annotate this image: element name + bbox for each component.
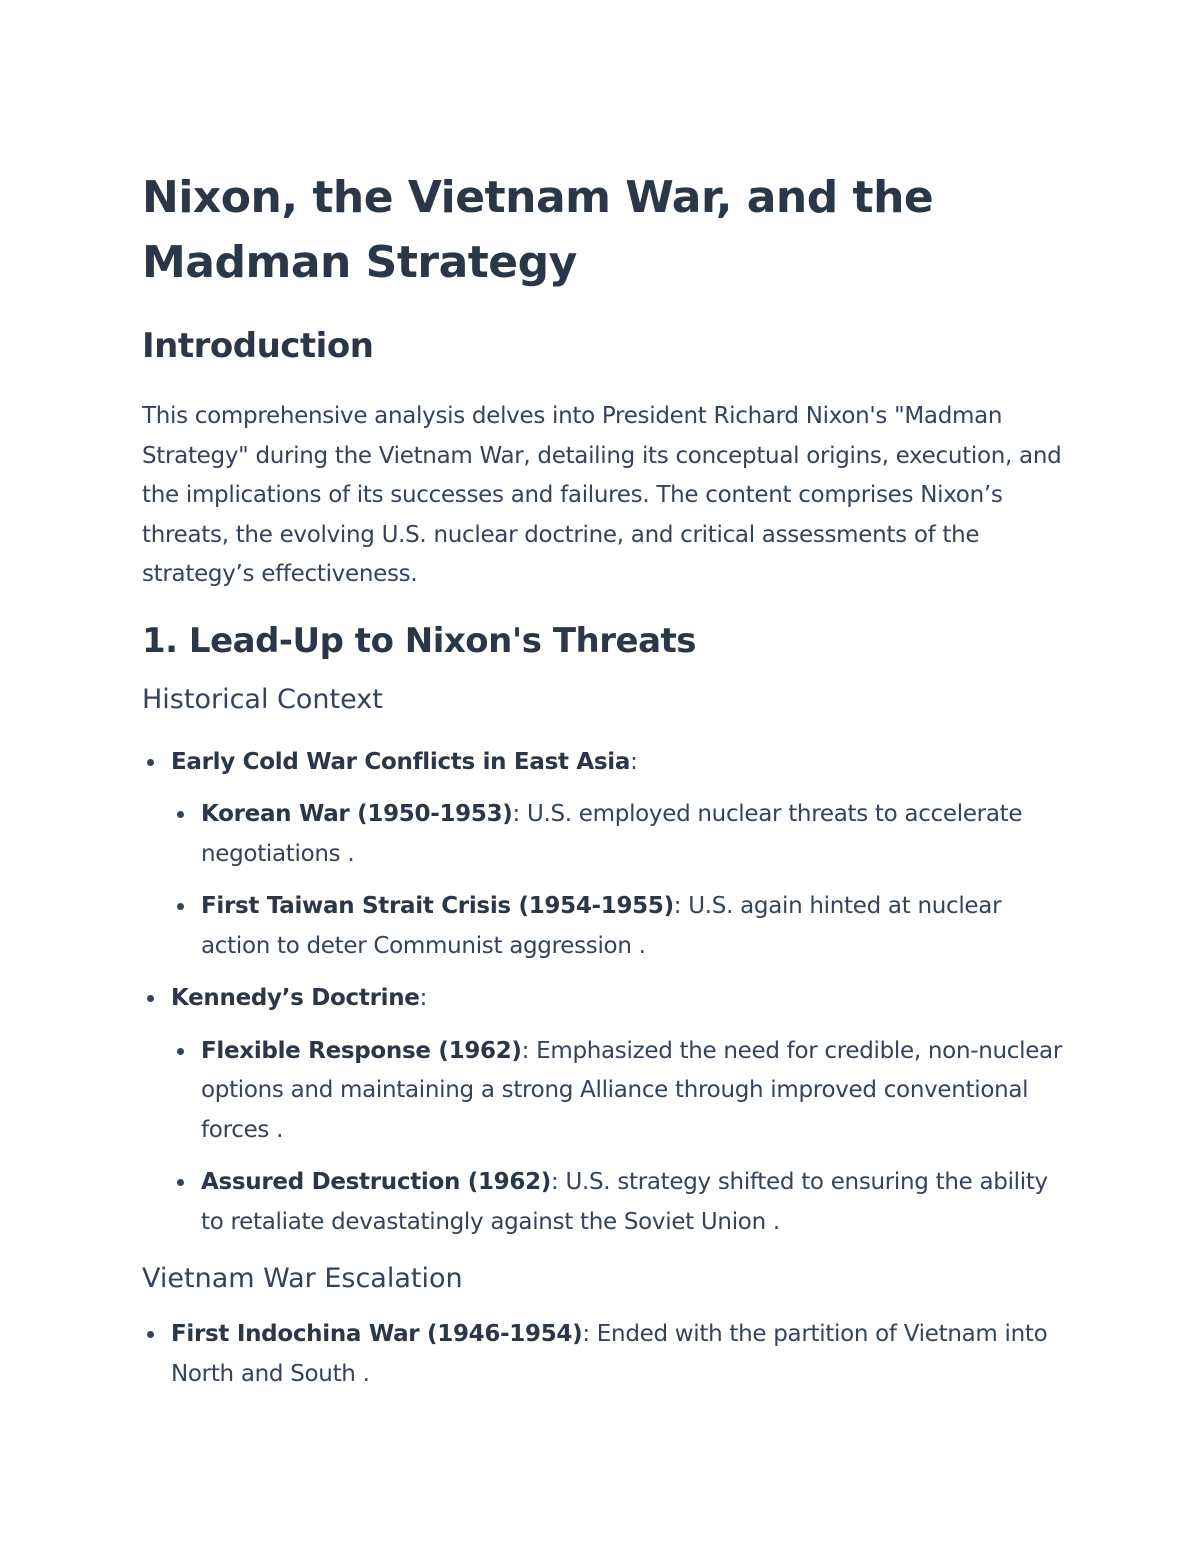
list-item-text: : <box>419 985 428 1011</box>
document-page <box>142 165 1072 1394</box>
list-item-first-indochina-war <box>171 1315 1072 1394</box>
list-item-text: : Emphasized the need for credible, non-nuclear options and maintaining a strong Alliance through improved conventional forces . <box>201 1037 1063 1143</box>
list-item-text: : U.S. employed nuclear threats to accelerate negotiations . <box>201 801 1023 867</box>
list-item-text: : <box>630 748 638 775</box>
list-item-label: Kennedy’s Doctrine <box>171 985 420 1011</box>
section-1-heading: 1. Lead-Up to Nixon's Threats <box>142 620 697 661</box>
sub-list <box>171 1032 1072 1243</box>
list-item-label: Early Cold War Conflicts in East Asia <box>171 748 631 775</box>
list-item-kennedy-doctrine <box>171 979 1072 1242</box>
list-item-label: First Indochina War (1946-1954) <box>171 1321 583 1347</box>
sub-list <box>171 795 1072 966</box>
list-item-text: : Ended with the partition of Vietnam into North and South . <box>171 1321 1048 1387</box>
intro-heading: Introduction <box>142 326 374 366</box>
vietnam-escalation-list <box>142 1315 1072 1394</box>
list-item-assured-destruction <box>201 1163 1072 1242</box>
list-item-taiwan-strait <box>201 887 1072 966</box>
list-item-label: Korean War (1950-1953) <box>201 801 513 827</box>
list-item-korean-war <box>201 795 1072 874</box>
vietnam-escalation-heading: Vietnam War Escalation <box>142 1263 463 1294</box>
list-item-flexible-response <box>201 1032 1072 1151</box>
historical-context-heading: Historical Context <box>142 683 383 715</box>
list-item-label: Assured Destruction (1962) <box>201 1169 551 1195</box>
intro-paragraph: This comprehensive analysis delves into President Richard Nixon's "Madman Strategy" during the Vietnam War, detailing its conceptual origins, execution, and the implications of its successes and failures. The content comprises Nixon’s threats, the evolving U.S. nuclear doctrine, and critical assessments of the strategy’s effectiveness. <box>142 403 1062 587</box>
document-title: Nixon, the Vietnam War, and the Madman Strategy <box>142 172 934 288</box>
list-item-text: : U.S. again hinted at nuclear action to deter Communist aggression . <box>201 893 1002 959</box>
list-item-label: First Taiwan Strait Crisis (1954-1955) <box>201 893 674 919</box>
list-item-label: Flexible Response (1962) <box>201 1037 522 1064</box>
list-item-text: : U.S. strategy shifted to ensuring the ability to retaliate devastatingly against the Soviet Union . <box>201 1169 1048 1235</box>
list-item-early-cold-war <box>171 743 1072 967</box>
historical-context-list <box>142 743 1072 1243</box>
